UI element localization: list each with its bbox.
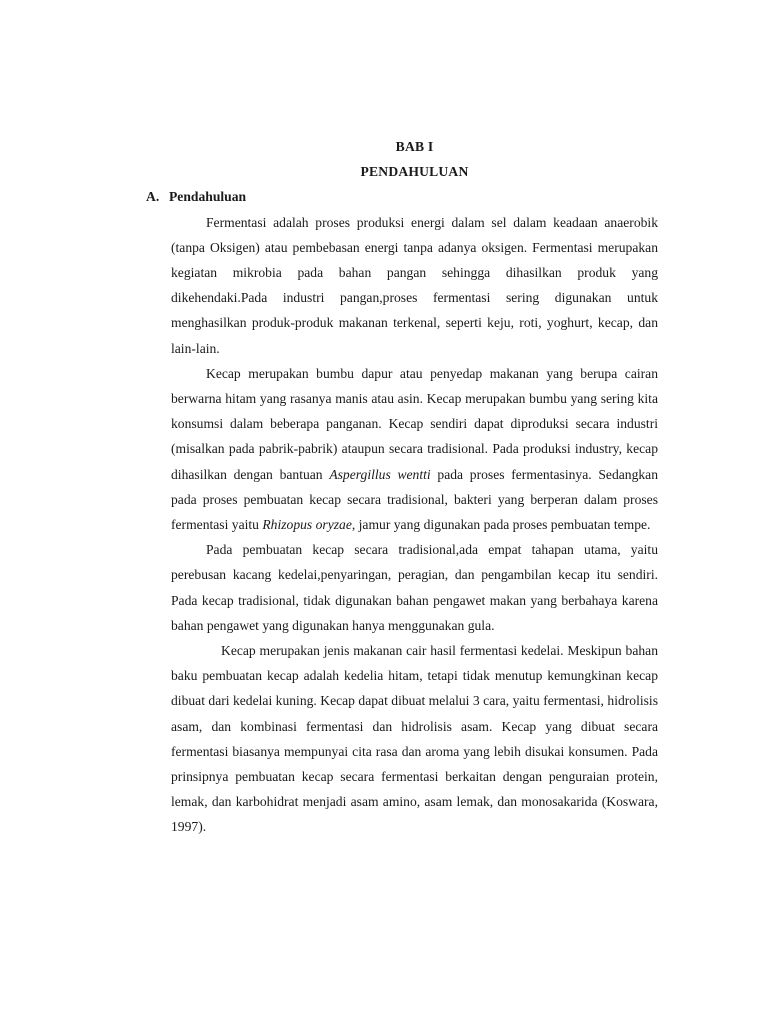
species-name-rhizopus: Rhizopus oryzae <box>262 517 352 533</box>
species-name-aspergillus: Aspergillus wentti <box>329 466 431 482</box>
paragraph-2-text-a: Kecap merupakan bumbu dapur atau penyedap makanan yang berupa cairan berwarna hitam yang rasanya manis atau asin. Kecap merupakan bumbu yang sering kita konsumsi dalam beberapa panganan. Kecap sendiri dapat diproduksi secara industri (misalkan pada pabrik-pabrik) ataupun secara tradisional. Pada produksi industry, kecap dihasilkan dengan bantuan <box>171 365 658 482</box>
section-marker: A. <box>146 189 160 205</box>
chapter-subtitle: PENDAHULUAN <box>360 164 469 180</box>
paragraph-3: Pada pembuatan kecap secara tradisional,ada empat tahapan utama, yaitu perebusan kacang kedelai,penyaringan, peragian, dan pengambilan kecap itu sendiri. Pada kecap tradisional, tidak digunakan bahan pengawet makan yang berbahaya karena bahan pengawet yang digunakan hanya menggunakan gula. <box>171 542 658 633</box>
section-heading-text: Pendahuluan <box>169 189 247 205</box>
paragraph-2-text-b: pada proses fermentasinya. Sedangkan pada proses pembuatan kecap secara tradisional, bakteri yang berperan dalam proses fermentasi yaitu <box>171 466 658 533</box>
paragraph-1: Fermentasi adalah proses produksi energi dalam sel dalam keadaan anaerobik (tanpa Oksigen) atau pembebasan energi tanpa adanya oksigen. Fermentasi merupakan kegiatan mikrobia pada bahan pangan sehingga dihasilkan produk yang dikehendaki.Pada industri pangan,proses fermentasi sering digunakan untuk menghasilkan produk-produk makanan terkenal, seperti keju, roti, yoghurt, kecap, dan lain-lain. <box>171 214 658 356</box>
page-content <box>146 134 658 840</box>
paragraph-2-text-c: , jamur yang digunakan pada proses pembuatan tempe. <box>351 517 651 533</box>
paragraph-4: Kecap merupakan jenis makanan cair hasil fermentasi kedelai. Meskipun bahan baku pembuatan kecap adalah kedelia hitam, tetapi tidak menutup kemungkinan kecap dibuat dari kedelai kuning. Kecap dapat dibuat melalui 3 cara, yaitu fermentasi, hidrolisis asam, dan kombinasi fermentasi dan hidrolisis asam. Kecap yang dibuat secara fermentasi biasanya mempunyai cita rasa dan aroma yang lebih disukai konsumen. Pada prinsipnya pembuatan kecap secara fermentasi berkaitan dengan penguraian protein, lemak, dan karbohidrat menjadi asam amino, asam lemak, dan monosakarida (Koswara, 1997). <box>171 643 658 835</box>
section-heading <box>146 184 658 209</box>
paragraph-2 <box>171 361 658 537</box>
chapter-title: BAB I <box>395 139 434 154</box>
